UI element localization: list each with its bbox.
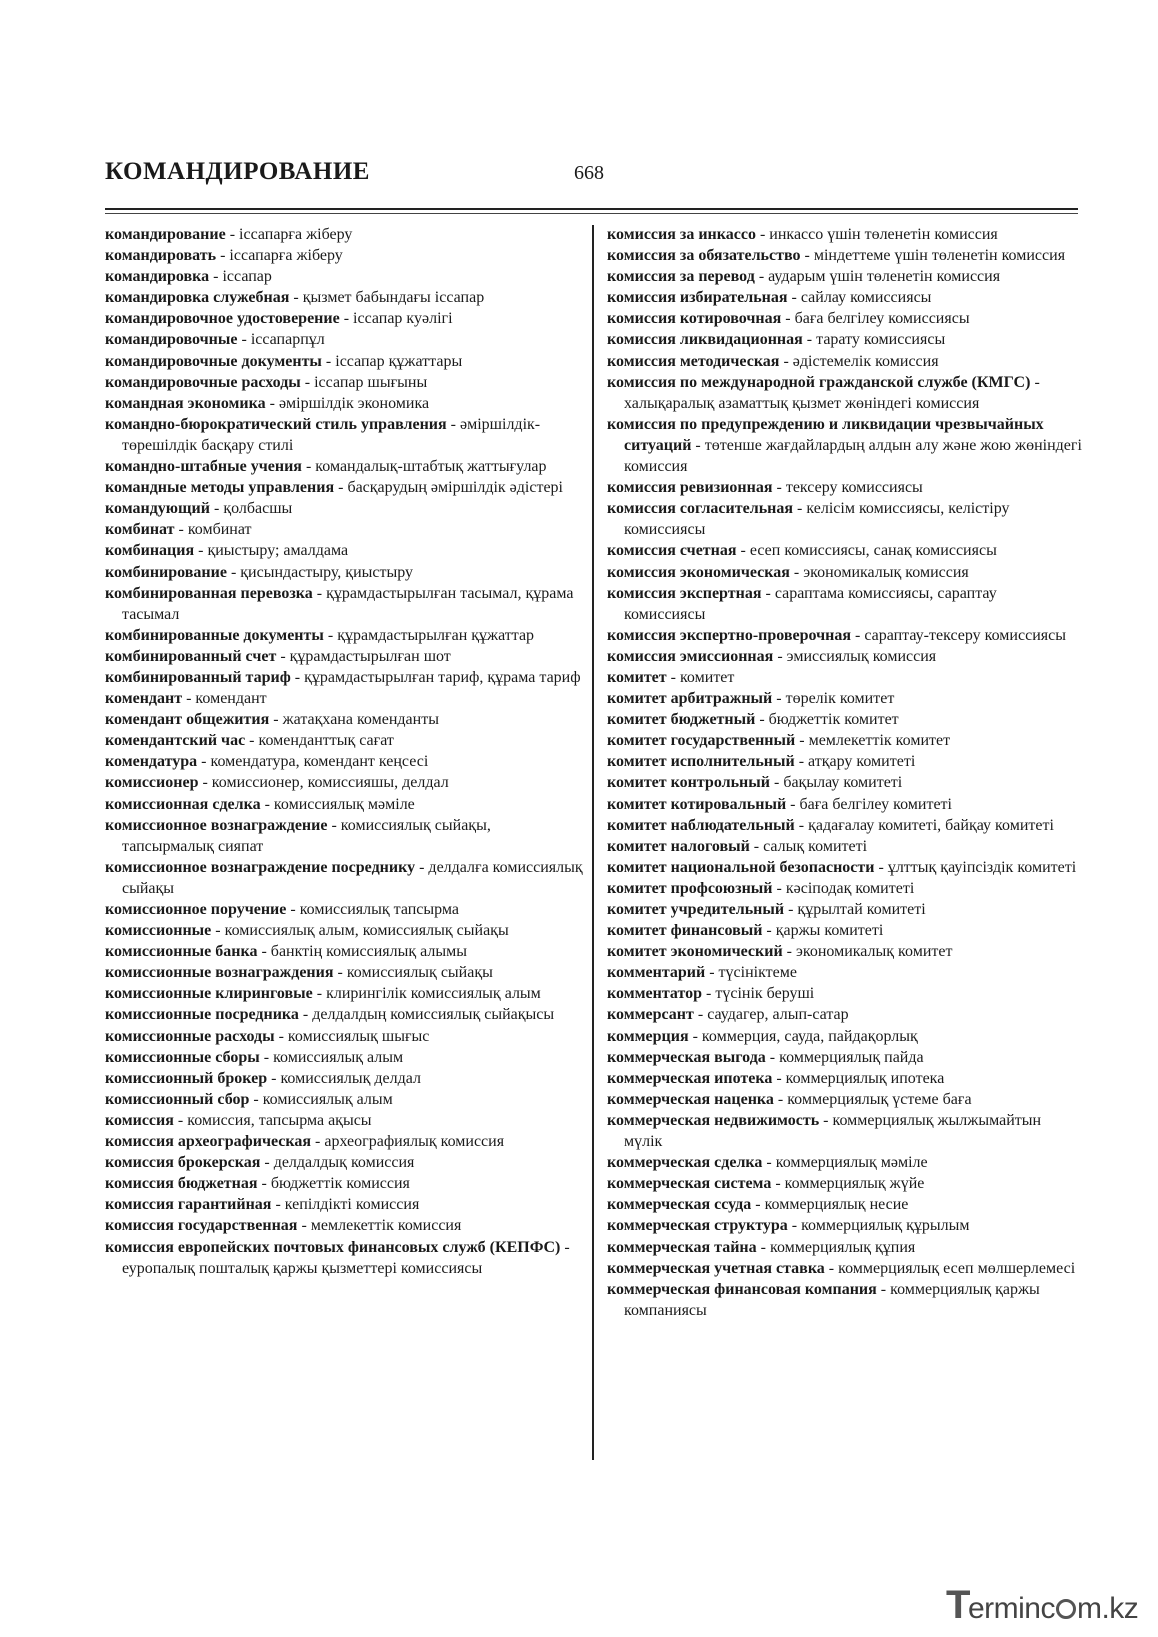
dictionary-entry <box>105 562 583 583</box>
entry-term: комитет налоговый <box>607 837 750 855</box>
entry-definition: - комиссиялық алым, комиссиялық сыйақы <box>211 922 509 940</box>
entry-definition: - бюджеттік комиссия <box>257 1175 410 1193</box>
entry-definition: - комиссиялық делдал <box>267 1069 422 1087</box>
entry-term: комиссия гарантийная <box>105 1196 272 1214</box>
entry-definition: - комиссиялық тапсырма <box>286 901 460 918</box>
entry-definition: - қиыстыру; амалдама <box>194 542 349 560</box>
entry-term: комиссия <box>105 1111 174 1129</box>
entry-term: комиссионные посредника <box>105 1006 299 1024</box>
dictionary-entry <box>105 456 583 477</box>
entry-definition: - қадағалау комитеті, байқау комитеті <box>794 816 1054 834</box>
entry-term: комендант <box>105 690 183 708</box>
dictionary-entry <box>607 477 1082 498</box>
entry-definition: - бюджеттік комитет <box>755 711 899 729</box>
dictionary-entry <box>607 815 1082 836</box>
entry-definition: - комиссиялық мәміле <box>260 795 415 813</box>
dictionary-entry <box>105 983 583 1004</box>
dictionary-entry <box>607 1026 1082 1047</box>
entry-definition: - коммерциялық есеп мөлшерлемесі <box>824 1259 1076 1277</box>
entry-term: комиссия археографическая <box>105 1133 312 1151</box>
entry-definition: - комиссиялық алым <box>259 1048 404 1066</box>
entry-definition: - кәсіподақ комитеті <box>772 879 915 897</box>
entry-term: комиссия ликвидационная <box>607 331 803 349</box>
dictionary-entry <box>105 941 583 962</box>
dictionary-entry <box>105 794 583 815</box>
entry-term: комиссия по международной гражданской службе (КМГС) <box>607 373 1031 391</box>
dictionary-entry <box>607 329 1082 350</box>
entry-definition: - ұлттық қауіпсіздік комитеті <box>874 858 1077 876</box>
dictionary-entry <box>607 983 1082 1004</box>
dictionary-entry <box>607 920 1082 941</box>
dictionary-entry <box>105 667 583 688</box>
dictionary-entry <box>105 1004 583 1025</box>
entry-definition: - комиссиялық шығыс <box>274 1027 430 1045</box>
entry-definition: - коммерциялық құпия <box>756 1238 916 1256</box>
entry-term: командующий <box>105 500 210 518</box>
dictionary-entry <box>105 308 583 329</box>
page-title: КОМАНДИРОВАНИЕ <box>105 158 370 185</box>
dictionary-entry <box>105 287 583 308</box>
entry-term: комиссия согласительная <box>607 500 794 518</box>
header-rule-thick <box>105 208 1078 210</box>
entry-term: командные методы управления <box>105 479 335 497</box>
entry-definition: - жатақхана коменданты <box>269 711 439 729</box>
dictionary-entry <box>607 414 1082 477</box>
entry-definition: - тексеру комиссиясы <box>772 479 923 497</box>
dictionary-entry <box>607 245 1082 266</box>
header-rule-thin <box>105 213 1078 214</box>
entry-definition: - халықаралық азаматтық қызмет жөніндегі комиссия <box>624 373 1040 412</box>
dictionary-entry <box>105 920 583 941</box>
dictionary-entry <box>607 583 1082 625</box>
dictionary-entry <box>607 857 1082 878</box>
entry-term: комментарий <box>607 964 706 982</box>
entry-definition: - баға белгілеу комиссиясы <box>781 310 970 328</box>
entry-definition: - комендатура, комендант кеңсесі <box>197 753 429 771</box>
entry-definition: - банктің комиссиялық алымы <box>257 943 467 961</box>
entry-term: комиссионные банка <box>105 943 258 961</box>
entry-definition: - әдістемелік комиссия <box>779 352 939 370</box>
entry-term: командировочные расходы <box>105 373 301 391</box>
dictionary-entry <box>105 1068 583 1089</box>
entry-definition: - кепілдікті комиссия <box>271 1196 420 1214</box>
entry-term: командная экономика <box>105 394 266 412</box>
entry-definition: - сараптама комиссиясы, сараптау комиссиясы <box>624 584 997 623</box>
entry-term: комбинированный тариф <box>105 668 291 686</box>
entry-term: комендантский час <box>105 732 246 750</box>
entry-term: комиссия за перевод <box>607 268 755 286</box>
column-divider <box>592 225 594 1460</box>
entry-term: комиссия за инкассо <box>607 226 756 243</box>
dictionary-entry <box>105 1237 583 1279</box>
entry-definition: - қаржы комитеті <box>762 922 884 940</box>
entry-term: комиссия экспертная <box>607 584 762 602</box>
entry-definition: - саудагер, алып-сатар <box>693 1006 849 1024</box>
entry-definition: - сайлау комиссиясы <box>787 289 932 307</box>
entry-term: комиссия эмиссионная <box>607 647 774 665</box>
entry-definition: - мемлекеттік комитет <box>795 732 951 750</box>
entry-term: комбинированный счет <box>105 647 277 665</box>
dictionary-entry <box>105 962 583 983</box>
entry-term: коммерция <box>607 1027 689 1045</box>
dictionary-entry <box>607 562 1082 583</box>
entry-term: комиссионный сбор <box>105 1090 250 1108</box>
entry-term: комитет бюджетный <box>607 711 756 729</box>
entry-term: комиссионные <box>105 922 212 940</box>
entry-term: комиссия бюджетная <box>105 1175 258 1193</box>
entry-term: комбинирование <box>105 563 227 581</box>
dictionary-entry <box>607 646 1082 667</box>
entry-term: комментатор <box>607 985 703 1003</box>
dictionary-entry <box>607 1004 1082 1025</box>
entry-definition: - коммерциялық қаржы компаниясы <box>624 1280 1040 1319</box>
entry-definition: - құрамдастырылған тасымал, құрама тасымал <box>122 584 574 623</box>
dictionary-entry <box>105 709 583 730</box>
entry-term: комиссия избирательная <box>607 289 788 307</box>
entry-term: комиссионный брокер <box>105 1069 268 1087</box>
entry-definition: - коменданттық сағат <box>245 732 394 750</box>
dictionary-entry <box>607 351 1082 372</box>
entry-term: комбинация <box>105 542 195 560</box>
dictionary-entry <box>607 287 1082 308</box>
entry-term: комиссионные клиринговые <box>105 985 313 1003</box>
entry-term: командировочные документы <box>105 352 322 370</box>
entry-definition: - құрамдастырылған тариф, құрама тариф <box>290 668 581 686</box>
entry-term: командировочные <box>105 331 238 349</box>
dictionary-entry <box>105 899 583 920</box>
entry-definition: - міндеттеме үшін төленетін комиссия <box>800 247 1066 265</box>
dictionary-entry <box>607 688 1082 709</box>
entry-term: коммерческая тайна <box>607 1238 757 1256</box>
dictionary-entry <box>105 583 583 625</box>
dictionary-entry <box>607 709 1082 730</box>
dictionary-entry <box>607 1215 1082 1236</box>
dictionary-entry <box>105 751 583 772</box>
dictionary-entry <box>607 1110 1082 1152</box>
entry-definition: - салық комитеті <box>749 837 868 855</box>
dictionary-entry <box>607 1194 1082 1215</box>
entry-definition: - құрылтай комитеті <box>784 901 926 918</box>
entry-definition: - іссапарға жіберу <box>216 247 343 265</box>
entry-definition: - еуропалық пошталық қаржы қызметтері комиссиясы <box>122 1238 570 1277</box>
dictionary-entry <box>607 1152 1082 1173</box>
entry-definition: - коммерциялық құрылым <box>787 1217 970 1235</box>
entry-term: комиссионные вознаграждения <box>105 964 334 982</box>
dictionary-entry <box>607 1068 1082 1089</box>
entry-term: коммерсант <box>607 1006 694 1024</box>
entry-term: комиссия за обязательство <box>607 247 801 265</box>
entry-term: комиссия котировочная <box>607 310 782 328</box>
entry-definition: - төтенше жағдайлардың алдын алу және жою жөніндегі комиссия <box>624 436 1082 476</box>
dictionary-entry <box>105 1047 583 1068</box>
dictionary-entry <box>105 625 583 646</box>
entry-definition: - командалық-штабтық жаттығулар <box>301 458 547 476</box>
entry-term: коммерческая ссуда <box>607 1196 752 1214</box>
entry-term: комиссионная сделка <box>105 795 261 813</box>
entry-definition: - атқару комитеті <box>794 753 916 771</box>
dictionary-entry <box>105 1089 583 1110</box>
right-column <box>607 224 1082 1321</box>
entry-definition: - түсінік беруші <box>702 985 815 1003</box>
entry-term: комбинированные документы <box>105 626 324 644</box>
entry-definition: - комиссиялық сыйақы, тапсырмалық сияпат <box>122 816 491 855</box>
dictionary-entry <box>105 372 583 393</box>
dictionary-entry <box>105 351 583 372</box>
left-column <box>105 224 583 1279</box>
dictionary-entry <box>105 1110 583 1131</box>
dictionary-entry <box>105 1152 583 1173</box>
entry-term: коммерческая сделка <box>607 1154 763 1172</box>
entry-term: комиссия ревизионная <box>607 479 773 497</box>
dictionary-entry <box>607 941 1082 962</box>
dictionary-entry <box>105 1173 583 1194</box>
dictionary-entry <box>607 878 1082 899</box>
entry-term: командировочное удостоверение <box>105 310 340 328</box>
entry-term: комитет национальной безопасности <box>607 858 875 876</box>
entry-term: командировка <box>105 268 210 286</box>
dictionary-entry <box>607 540 1082 561</box>
entry-term: коммерческая система <box>607 1175 772 1193</box>
dictionary-entry <box>105 1194 583 1215</box>
dictionary-entry <box>607 836 1082 857</box>
entry-term: комендант общежития <box>105 711 270 729</box>
dictionary-entry <box>105 414 583 456</box>
entry-definition: - бақылау комитеті <box>769 774 903 792</box>
entry-definition: - комиссия, тапсырма ақысы <box>173 1111 372 1129</box>
dictionary-entry <box>607 772 1082 793</box>
entry-definition: - қолбасшы <box>209 500 293 518</box>
entry-term: комитет финансовый <box>607 922 763 940</box>
entry-definition: - комитет <box>666 668 735 686</box>
entry-term: командно-бюрократический стиль управления <box>105 415 447 433</box>
entry-definition: - экономикалық комитет <box>782 943 953 961</box>
entry-definition: - делдалдық комиссия <box>260 1154 415 1172</box>
entry-definition: - басқарудың әміршілдік әдістері <box>334 479 563 497</box>
entry-term: коммерческая недвижимость <box>607 1111 820 1129</box>
entry-definition: - эмиссиялық комиссия <box>773 647 937 665</box>
entry-definition: - коммерциялық ипотека <box>772 1069 945 1087</box>
entry-term: командно-штабные учения <box>105 458 302 476</box>
entry-term: комиссия европейских почтовых финансовых служб (КЕПФС) <box>105 1238 561 1256</box>
entry-term: комиссия методическая <box>607 352 780 370</box>
dictionary-entry <box>607 308 1082 329</box>
entry-term: комиссионные сборы <box>105 1048 260 1066</box>
entry-term: комитет профсоюзный <box>607 879 773 897</box>
entry-term: командировка служебная <box>105 289 290 307</box>
entry-definition: - есеп комиссиясы, санақ комиссиясы <box>736 542 997 560</box>
entry-definition: - тарату комиссиясы <box>802 331 946 349</box>
entry-term: комбинат <box>105 521 175 539</box>
entry-definition: - комбинат <box>174 521 252 539</box>
entry-term: комиссия экономическая <box>607 563 790 581</box>
entry-definition: - аударым үшін төленетін комиссия <box>754 268 1001 286</box>
entry-term: комитет учредительный <box>607 901 785 918</box>
entry-definition: - археографиялық комиссия <box>311 1133 505 1151</box>
dictionary-entry <box>607 498 1082 540</box>
entry-term: комиссионер <box>105 774 199 792</box>
dictionary-entry <box>607 1089 1082 1110</box>
entry-term: комиссионное поручение <box>105 901 287 918</box>
entry-definition: - клирингілік комиссиялық алым <box>312 985 541 1003</box>
dictionary-entry <box>607 1279 1082 1321</box>
entry-definition: - комендант <box>182 690 267 708</box>
dictionary-entry <box>105 266 583 287</box>
entry-definition: - комиссиялық алым <box>249 1090 393 1108</box>
dictionary-entry <box>607 372 1082 414</box>
dictionary-entry <box>105 1026 583 1047</box>
dictionary-entry <box>105 245 583 266</box>
entry-term: коммерческая наценка <box>607 1090 774 1108</box>
entry-definition: - сараптау-тексеру комиссиясы <box>851 626 1066 644</box>
dictionary-entry <box>105 393 583 414</box>
entry-term: комитет котировальный <box>607 795 787 813</box>
entry-definition: - коммерциялық пайда <box>765 1048 924 1066</box>
dictionary-entry <box>607 224 1082 245</box>
site-logo: Terminc m.kz <box>946 1583 1139 1627</box>
entry-term: комитет арбитражный <box>607 690 773 708</box>
page-number: 668 <box>574 162 604 184</box>
entry-term: комиссия брокерская <box>105 1154 261 1172</box>
entry-term: комиссия государственная <box>105 1217 298 1235</box>
dictionary-entry <box>607 751 1082 772</box>
dictionary-entry <box>607 266 1082 287</box>
entry-term: комиссионное вознаграждение посреднику <box>105 858 416 876</box>
entry-term: комиссионное вознаграждение <box>105 816 328 834</box>
entry-term: комендатура <box>105 753 198 771</box>
entry-definition: - әміршілдік-төрешілдік басқару стилі <box>122 415 541 454</box>
entry-definition: - түсініктеме <box>705 964 797 982</box>
entry-term: комбинированная перевозка <box>105 584 313 602</box>
dictionary-entry <box>607 962 1082 983</box>
entry-definition: - комиссионер, комиссияшы, делдал <box>198 774 449 792</box>
entry-definition: - мемлекеттік комиссия <box>297 1217 462 1235</box>
entry-term: комитет <box>607 668 667 686</box>
dictionary-entry <box>607 730 1082 751</box>
dictionary-entry <box>105 646 583 667</box>
entry-definition: - коммерциялық мәміле <box>762 1154 928 1172</box>
dictionary-entry <box>105 815 583 857</box>
dictionary-entry <box>607 899 1082 920</box>
entry-definition: - құрамдастырылған шот <box>276 647 451 665</box>
entry-definition: - инкассо үшін төленетін комиссия <box>755 226 998 243</box>
entry-definition: - коммерциялық несие <box>751 1196 909 1214</box>
entry-definition: - баға белгілеу комитеті <box>786 795 952 813</box>
entry-term: коммерческая ипотека <box>607 1069 773 1087</box>
entry-term: комиссия экспертно-проверочная <box>607 626 851 644</box>
dictionary-entry <box>105 1215 583 1236</box>
entry-definition: - келісім комиссиясы, келістіру комиссиясы <box>624 500 1010 539</box>
entry-definition: - қисындастыру, қиыстыру <box>226 563 414 581</box>
entry-term: комиссия счетная <box>607 542 737 560</box>
entry-definition: - іссапарпұл <box>237 331 325 349</box>
dictionary-entry <box>105 519 583 540</box>
dictionary-entry <box>607 1047 1082 1068</box>
entry-term: комитет экономический <box>607 943 783 961</box>
entry-definition: - коммерциялық жүйе <box>771 1175 925 1193</box>
entry-term: комитет государственный <box>607 732 796 750</box>
entry-definition: - комиссиялық сыйақы <box>333 964 493 982</box>
dictionary-entry <box>105 772 583 793</box>
dictionary-entry <box>607 794 1082 815</box>
entry-definition: - коммерциялық үстеме баға <box>773 1090 972 1108</box>
entry-definition: - әміршілдік экономика <box>265 394 430 412</box>
entry-definition: - іссапар шығыны <box>300 373 428 391</box>
dictionary-entry <box>105 498 583 519</box>
dictionary-entry <box>607 1258 1082 1279</box>
dictionary-entry <box>105 540 583 561</box>
dictionary-entry <box>105 688 583 709</box>
entry-definition: - делдалға комиссиялық сыйақы <box>122 858 583 897</box>
entry-definition: - төрелік комитет <box>772 690 895 708</box>
entry-definition: - коммерция, сауда, пайдақорлық <box>688 1027 918 1045</box>
entry-definition: - қызмет бабындағы іссапар <box>289 289 485 307</box>
dictionary-entry <box>607 1237 1082 1258</box>
entry-term: коммерческая учетная ставка <box>607 1259 825 1277</box>
dictionary-entry <box>607 625 1082 646</box>
dictionary-entry <box>105 1131 583 1152</box>
entry-term: коммерческая выгода <box>607 1048 766 1066</box>
dictionary-entry <box>607 667 1082 688</box>
dictionary-entry <box>105 329 583 350</box>
entry-definition: - экономикалық комиссия <box>789 563 969 581</box>
dictionary-entry <box>105 730 583 751</box>
entry-definition: - құрамдастырылған құжаттар <box>323 626 535 644</box>
entry-term: комиссионные расходы <box>105 1027 275 1045</box>
entry-term: коммерческая структура <box>607 1217 788 1235</box>
entry-term: комитет контрольный <box>607 774 770 792</box>
entry-term: комитет исполнительный <box>607 753 795 771</box>
entry-definition: - іссапар <box>209 268 272 286</box>
dictionary-entry <box>105 224 583 245</box>
entry-definition: - іссапарға жіберу <box>225 226 353 243</box>
dictionary-entry <box>607 1173 1082 1194</box>
entry-definition: - іссапар құжаттары <box>321 352 463 370</box>
entry-term: командировать <box>105 247 217 265</box>
dictionary-entry <box>105 857 583 899</box>
entry-term: коммерческая финансовая компания <box>607 1280 877 1298</box>
entry-definition: - коммерциялық жылжымайтын мүлік <box>624 1111 1042 1151</box>
entry-definition: - делдалдың комиссиялық сыйақысы <box>298 1006 555 1024</box>
entry-term: командирование <box>105 226 226 243</box>
dictionary-entry <box>105 477 583 498</box>
entry-term: комитет наблюдательный <box>607 816 795 834</box>
entry-definition: - іссапар куәлігі <box>339 310 453 328</box>
entry-term: комиссия по предупреждению и ликвидации чрезвычайных ситуаций <box>607 415 1044 454</box>
